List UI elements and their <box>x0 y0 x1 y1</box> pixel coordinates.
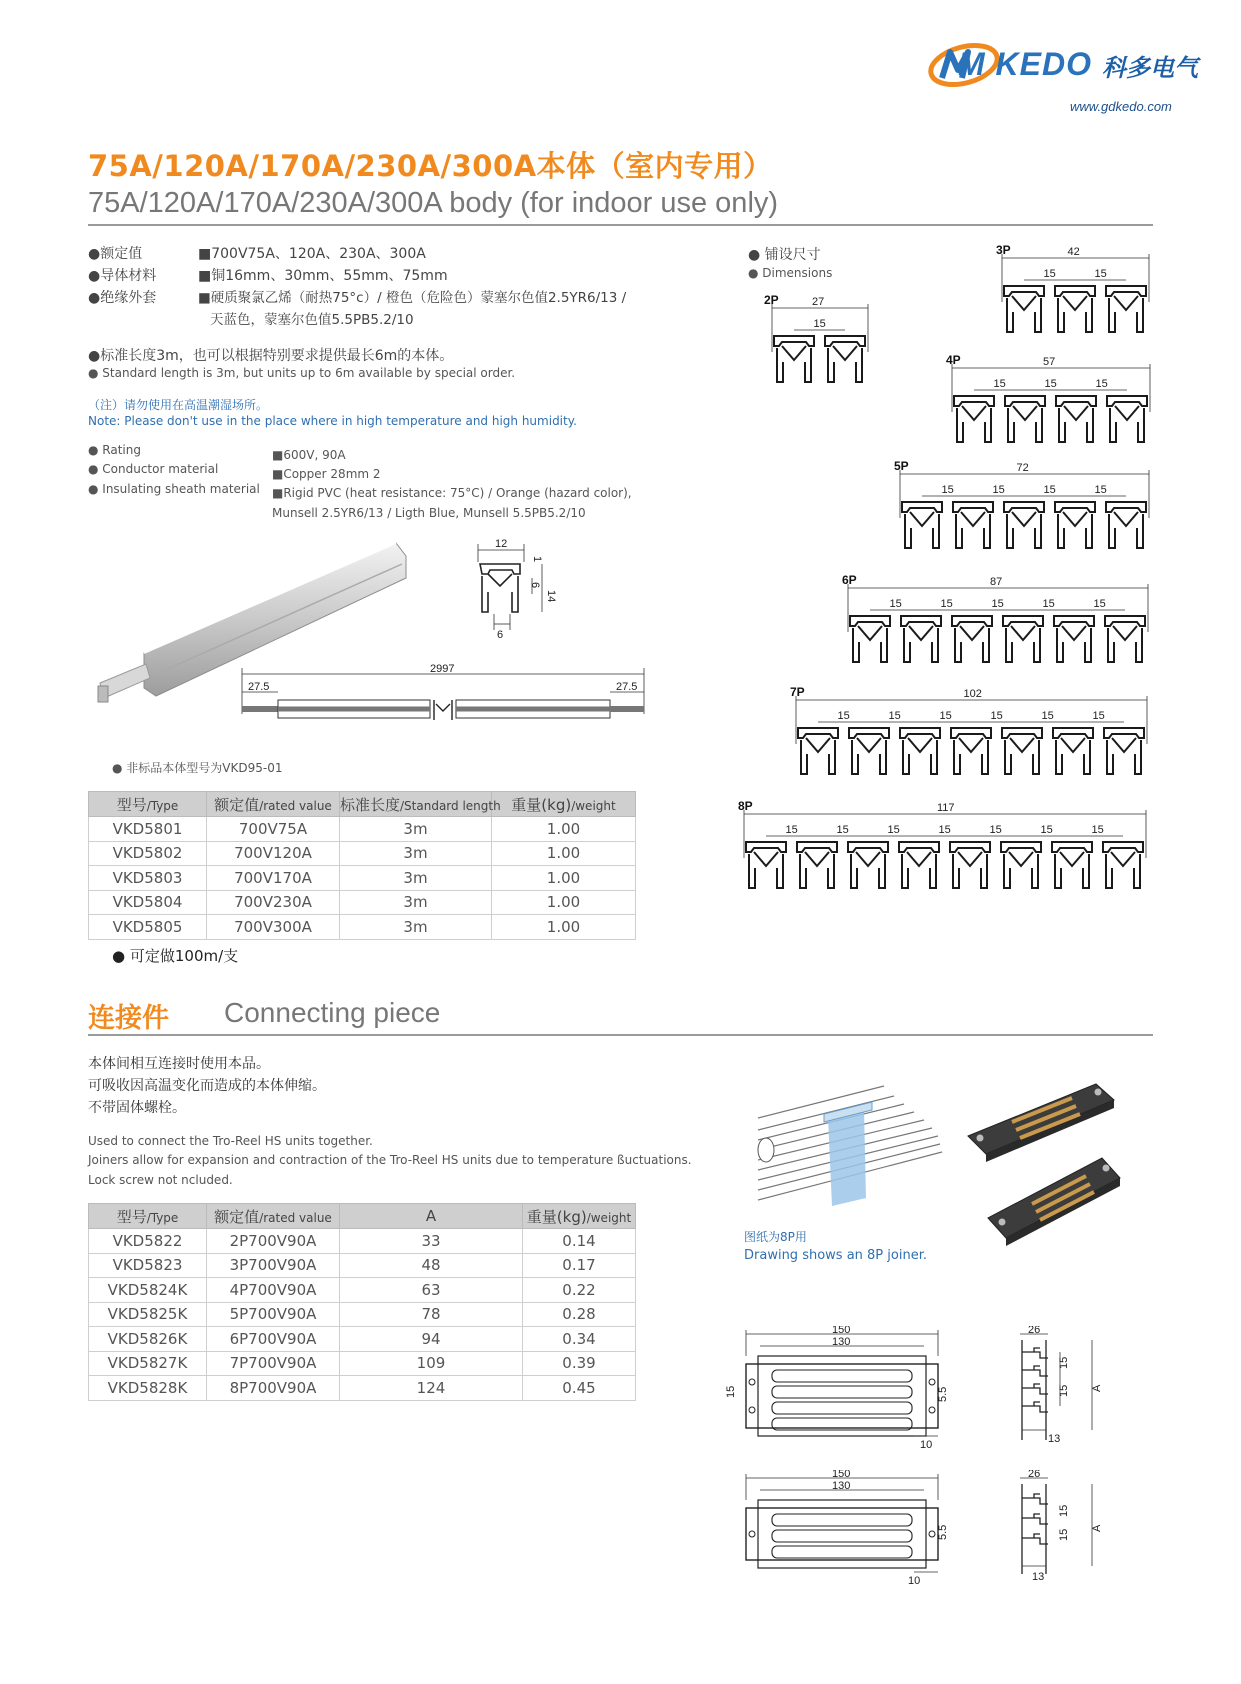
cell-rated: 700V230A <box>207 890 340 915</box>
joiner2-dim-hole: 5.5 <box>937 1524 949 1540</box>
table-header-rated: 额定值/rated value <box>207 792 340 817</box>
joiner-side-dim-a: A <box>1091 1384 1103 1392</box>
layout-profile <box>1054 616 1094 662</box>
layout-total-value: 102 <box>963 688 982 700</box>
layout-label-2P: 2P <box>764 293 779 307</box>
profile-dim-slot: 6 <box>497 629 504 641</box>
cell-rated: 5P700V90A <box>207 1302 340 1327</box>
layout-pitch-value: 15 <box>1041 710 1054 722</box>
layout-profile <box>1003 616 1043 662</box>
cell-a: 124 <box>340 1376 523 1401</box>
spec-cn-rating-value: ■700V75A、120A、230A、300A <box>198 246 426 262</box>
spec-cn-conductor-label: ●导体材料 <box>88 268 157 284</box>
layout-pitch-value: 15 <box>1043 268 1056 280</box>
length-dim-end-right: 27.5 <box>616 681 638 693</box>
cell-type: VKD5827K <box>89 1351 207 1376</box>
layout-pitch-value: 15 <box>1095 378 1108 390</box>
caution-note-en: Note: Please don't use in the place where in high temperature and high humidity. <box>88 414 577 428</box>
cell-type: VKD5804 <box>89 890 207 915</box>
joiner-desc-en-1: Used to connect the Tro-Reel HS units together. <box>88 1134 373 1148</box>
layout-pitch-value: 15 <box>813 318 826 330</box>
layout-label-6P: 6P <box>842 573 857 587</box>
spec-en-conductor-label: ● Conductor material <box>88 462 219 476</box>
joiner-drawing-top-side <box>1012 1326 1122 1450</box>
custom-length-note: ● 可定做100m/支 <box>112 947 239 965</box>
table-row <box>89 890 636 915</box>
cell-type: VKD5825K <box>89 1302 207 1327</box>
length-note-cn: ●标准长度3m，也可以根据特别要求提供最长6m的本体。 <box>88 348 454 364</box>
layout-label-5P: 5P <box>894 459 909 473</box>
joiner-dim-pitch: 15 <box>725 1385 737 1398</box>
joiner-installed-illustration <box>754 1078 944 1208</box>
layout-pitch-value: 15 <box>940 598 953 610</box>
joiner-side-dim-base: 13 <box>1048 1433 1061 1445</box>
cell-rated: 4P700V90A <box>207 1278 340 1303</box>
joiner-dim-edge: 10 <box>920 1439 933 1451</box>
spec-en-sheath-value: ■Rigid PVC (heat resistance: 75°C) / Orange (hazard color), <box>272 486 632 500</box>
layout-profile <box>1005 396 1045 442</box>
cell-rated: 7P700V90A <box>207 1351 340 1376</box>
spec-cn-sheath-value: ■硬质聚氯乙烯（耐热75°c）/ 橙色（危险色）蒙塞尔色值2.5YR6/13 / <box>198 290 627 306</box>
cell-weight: 0.22 <box>523 1278 636 1303</box>
table-row <box>89 915 636 940</box>
table-header-length: 标准长度/Standard length <box>340 792 492 817</box>
cell-type: VKD5802 <box>89 841 207 866</box>
table-header-weight: 重量(kg)/weight <box>492 792 636 817</box>
layout-pitch-value: 15 <box>889 598 902 610</box>
section2-divider <box>88 1034 1153 1036</box>
cell-a: 63 <box>340 1278 523 1303</box>
spec-en-rating-label: ● Rating <box>88 443 141 457</box>
section1-title-en: 75A/120A/170A/230A/300A body (for indoor use only) <box>88 187 779 219</box>
length-dim-total: 2997 <box>430 664 455 675</box>
joiner-side-dim-width: 26 <box>1028 1326 1041 1336</box>
table-row <box>89 1376 636 1401</box>
spec-cn-conductor-value: ■铜16mm、30mm、55mm、75mm <box>198 268 448 284</box>
table-row <box>89 866 636 891</box>
cell-weight: 0.45 <box>523 1376 636 1401</box>
layout-profile <box>1055 502 1095 548</box>
layout-pitch-value: 15 <box>888 710 901 722</box>
joiner2-dim-150: 150 <box>832 1470 851 1480</box>
layout-profile <box>950 842 990 888</box>
cell-a: 109 <box>340 1351 523 1376</box>
profile-dim-lip: 1 <box>531 556 543 563</box>
drawing-note-en: Drawing shows an 8P joiner. <box>744 1248 927 1263</box>
layout-pitch-value: 15 <box>1094 484 1107 496</box>
joiner-drawing-bottom-side <box>1012 1470 1122 1590</box>
layout-profile <box>797 842 837 888</box>
dimensions-label-cn: ● 铺设尺寸 <box>748 247 821 263</box>
joiner-drawing-bottom <box>724 1470 954 1590</box>
table-row <box>89 1253 636 1278</box>
website-url[interactable]: www.gdkedo.com <box>1070 99 1172 114</box>
layout-profile <box>825 336 865 382</box>
joiner-side-dim-pitch-2: 15 <box>1058 1384 1070 1397</box>
cell-weight: 0.34 <box>523 1327 636 1352</box>
joiner-desc-cn-2: 可吸收因高温变化而造成的本体伸缩。 <box>88 1078 326 1094</box>
cell-weight: 1.00 <box>492 890 636 915</box>
brand-logo-text: M KEDO <box>958 46 1092 82</box>
layout-pitch-value: 15 <box>992 484 1005 496</box>
layout-pitch-value: 15 <box>1042 598 1055 610</box>
joiner-photo <box>962 1078 1122 1248</box>
layout-total-value: 72 <box>1016 462 1029 474</box>
layout-profile <box>1004 286 1044 332</box>
cell-length: 3m <box>340 817 492 842</box>
layout-profile <box>1004 502 1044 548</box>
cell-rated: 700V120A <box>207 841 340 866</box>
spec-en-sheath-cont: Munsell 2.5YR6/13 / Ligth Blue, Munsell 5.5PB5.2/10 <box>272 506 586 520</box>
cell-type: VKD5801 <box>89 817 207 842</box>
joiner2-side-dim-base: 13 <box>1032 1571 1045 1583</box>
spec-cn-sheath-cont: 天蓝色，蒙塞尔色值5.5PB5.2/10 <box>210 312 414 328</box>
body-spec-table <box>88 791 636 940</box>
layout-pitch-value: 15 <box>1043 484 1056 496</box>
joiner-dim-hole: 5.5 <box>937 1386 949 1402</box>
joiner-desc-cn-1: 本体间相互连接时使用本品。 <box>88 1056 270 1072</box>
layout-pitch-value: 15 <box>991 598 1004 610</box>
cell-a: 78 <box>340 1302 523 1327</box>
length-dim-end-left: 27.5 <box>248 681 270 693</box>
layout-pitch-value: 15 <box>1093 598 1106 610</box>
joiner-desc-cn-3: 不带固体螺栓。 <box>88 1100 186 1116</box>
joiner2-side-dim-pitch-1: 15 <box>1058 1504 1070 1517</box>
cell-weight: 1.00 <box>492 866 636 891</box>
profile-dim-width: 12 <box>495 538 508 550</box>
layout-pitch-value: 15 <box>836 824 849 836</box>
layout-label-8P: 8P <box>738 799 753 813</box>
cell-weight: 0.28 <box>523 1302 636 1327</box>
cell-weight: 0.14 <box>523 1229 636 1254</box>
cell-rated: 700V300A <box>207 915 340 940</box>
cell-rated: 2P700V90A <box>207 1229 340 1254</box>
table-row <box>89 1351 636 1376</box>
layout-profile <box>1105 616 1145 662</box>
layout-profile <box>954 396 994 442</box>
layout-profile <box>1052 842 1092 888</box>
cell-length: 3m <box>340 841 492 866</box>
layout-pitch-value: 15 <box>1094 268 1107 280</box>
layout-pitch-value: 15 <box>939 710 952 722</box>
layout-profile <box>1001 842 1041 888</box>
spec-en-rating-value: ■600V, 90A <box>272 448 346 462</box>
profile-dim-height: 14 <box>545 590 557 603</box>
spec-cn-rating-label: ●额定值 <box>88 246 143 262</box>
joiner2-side-dim-pitch-2: 15 <box>1058 1528 1070 1541</box>
layout-pitch-value: 15 <box>993 378 1006 390</box>
table-header-type: 型号/Type <box>89 1204 207 1229</box>
layout-pitch-value: 15 <box>1092 710 1105 722</box>
layout-pitch-value: 15 <box>1044 378 1057 390</box>
table-header-weight: 重量(kg)/weight <box>523 1204 636 1229</box>
cell-type: VKD5823 <box>89 1253 207 1278</box>
caution-note-cn: （注）请勿使用在高温潮湿场所。 <box>88 398 269 412</box>
layout-profile <box>1103 842 1143 888</box>
layout-pitch-value: 15 <box>990 710 1003 722</box>
layout-label-7P: 7P <box>790 685 805 699</box>
table-header-type: 型号/Type <box>89 792 207 817</box>
cell-length: 3m <box>340 890 492 915</box>
cell-type: VKD5805 <box>89 915 207 940</box>
cell-weight: 0.39 <box>523 1351 636 1376</box>
layout-pitch-value: 15 <box>938 824 951 836</box>
cell-type: VKD5828K <box>89 1376 207 1401</box>
table-row <box>89 817 636 842</box>
joiner-dim-130: 130 <box>832 1336 851 1348</box>
brand-logo-cn: 科多电气 <box>1102 54 1198 82</box>
cell-weight: 0.17 <box>523 1253 636 1278</box>
layout-profile <box>951 728 991 774</box>
cell-weight: 1.00 <box>492 817 636 842</box>
joiner-side-dim-pitch-1: 15 <box>1058 1356 1070 1369</box>
joiner2-dim-edge: 10 <box>908 1575 921 1587</box>
layout-pitch-value: 15 <box>1091 824 1104 836</box>
dimensions-label-en: ● Dimensions <box>748 266 833 280</box>
layout-profile <box>1056 396 1096 442</box>
spec-en-sheath-label: ● Insulating sheath material <box>88 482 260 496</box>
table-header-a: A <box>340 1204 523 1229</box>
layout-profile <box>1055 286 1095 332</box>
joiner2-side-dim-width: 26 <box>1028 1470 1041 1480</box>
cell-weight: 1.00 <box>492 915 636 940</box>
cell-type: VKD5826K <box>89 1327 207 1352</box>
joiner2-dim-130: 130 <box>832 1480 851 1492</box>
cell-rated: 700V170A <box>207 866 340 891</box>
layout-profile <box>746 842 786 888</box>
layout-pitch-value: 15 <box>989 824 1002 836</box>
joiner-drawing-top <box>724 1326 954 1452</box>
layout-total-value: 87 <box>990 576 1003 588</box>
section2-title-en: Connecting piece <box>224 997 441 1028</box>
section2-title-cn: 连接件 <box>88 1003 169 1034</box>
cell-rated: 6P700V90A <box>207 1327 340 1352</box>
joiner-desc-en-2: Joiners allow for expansion and contraction of the Tro-Reel HS units due to temperature ßuctuations. <box>88 1153 692 1167</box>
layout-label-3P: 3P <box>996 243 1011 257</box>
cell-a: 33 <box>340 1229 523 1254</box>
layout-pitch-value: 15 <box>1040 824 1053 836</box>
layout-label-4P: 4P <box>946 353 961 367</box>
cell-type: VKD5824K <box>89 1278 207 1303</box>
table-header-row <box>89 792 636 817</box>
profile-section-drawing <box>462 538 572 644</box>
cell-length: 3m <box>340 866 492 891</box>
table-header-row <box>89 1204 636 1229</box>
layout-profile <box>1053 728 1093 774</box>
layout-profile <box>899 842 939 888</box>
layout-profile <box>848 842 888 888</box>
layout-profile <box>1104 728 1144 774</box>
layout-profile <box>774 336 814 382</box>
spec-en-conductor-value: ■Copper 28mm 2 <box>272 467 381 481</box>
layout-profile <box>1106 286 1146 332</box>
table-row <box>89 841 636 866</box>
joiner-desc-en-3: Lock screw not ncluded. <box>88 1173 233 1187</box>
layout-profile <box>850 616 890 662</box>
layout-profile <box>1002 728 1042 774</box>
cell-type: VKD5822 <box>89 1229 207 1254</box>
layout-profile <box>952 616 992 662</box>
length-drawing <box>234 664 654 732</box>
cell-rated: 3P700V90A <box>207 1253 340 1278</box>
section1-divider <box>88 224 1153 226</box>
layout-pitch-value: 15 <box>941 484 954 496</box>
layout-profile <box>902 502 942 548</box>
layout-profile <box>798 728 838 774</box>
table-row <box>89 1278 636 1303</box>
layout-total-value: 57 <box>1043 356 1056 368</box>
layout-profile <box>953 502 993 548</box>
layout-profile <box>1107 396 1147 442</box>
cell-type: VKD5803 <box>89 866 207 891</box>
table-row <box>89 1302 636 1327</box>
drawing-note-cn: 图纸为8P用 <box>744 1230 807 1244</box>
layout-total-value: 42 <box>1067 246 1080 258</box>
layout-pitch-value: 15 <box>837 710 850 722</box>
cell-rated: 8P700V90A <box>207 1376 340 1401</box>
layout-profile <box>849 728 889 774</box>
section1-title-cn: 75A/120A/170A/230A/300A本体（室内专用） <box>88 149 773 183</box>
pole-layouts-diagram <box>736 240 1172 950</box>
table-row <box>89 1229 636 1254</box>
profile-dim-inner: 6 <box>529 582 541 589</box>
cell-rated: 700V75A <box>207 817 340 842</box>
joiner-spec-table <box>88 1203 636 1401</box>
joiner-dim-150: 150 <box>832 1326 851 1336</box>
cell-weight: 1.00 <box>492 841 636 866</box>
length-note-en: ● Standard length is 3m, but units up to 6m available by special order. <box>88 366 516 380</box>
cell-a: 94 <box>340 1327 523 1352</box>
layout-profile <box>1106 502 1146 548</box>
spec-cn-sheath-label: ●绝缘外套 <box>88 290 157 306</box>
layout-total-value: 117 <box>937 802 955 814</box>
table-header-rated: 额定值/rated value <box>207 1204 340 1229</box>
layout-pitch-value: 15 <box>887 824 900 836</box>
nonstandard-note: ● 非标品本体型号为VKD95-01 <box>112 761 283 775</box>
layout-total-value: 27 <box>812 296 825 308</box>
cell-a: 48 <box>340 1253 523 1278</box>
layout-profile <box>901 616 941 662</box>
cell-length: 3m <box>340 915 492 940</box>
layout-pitch-value: 15 <box>785 824 798 836</box>
table-row <box>89 1327 636 1352</box>
joiner2-side-dim-a: A <box>1091 1524 1103 1532</box>
layout-profile <box>900 728 940 774</box>
